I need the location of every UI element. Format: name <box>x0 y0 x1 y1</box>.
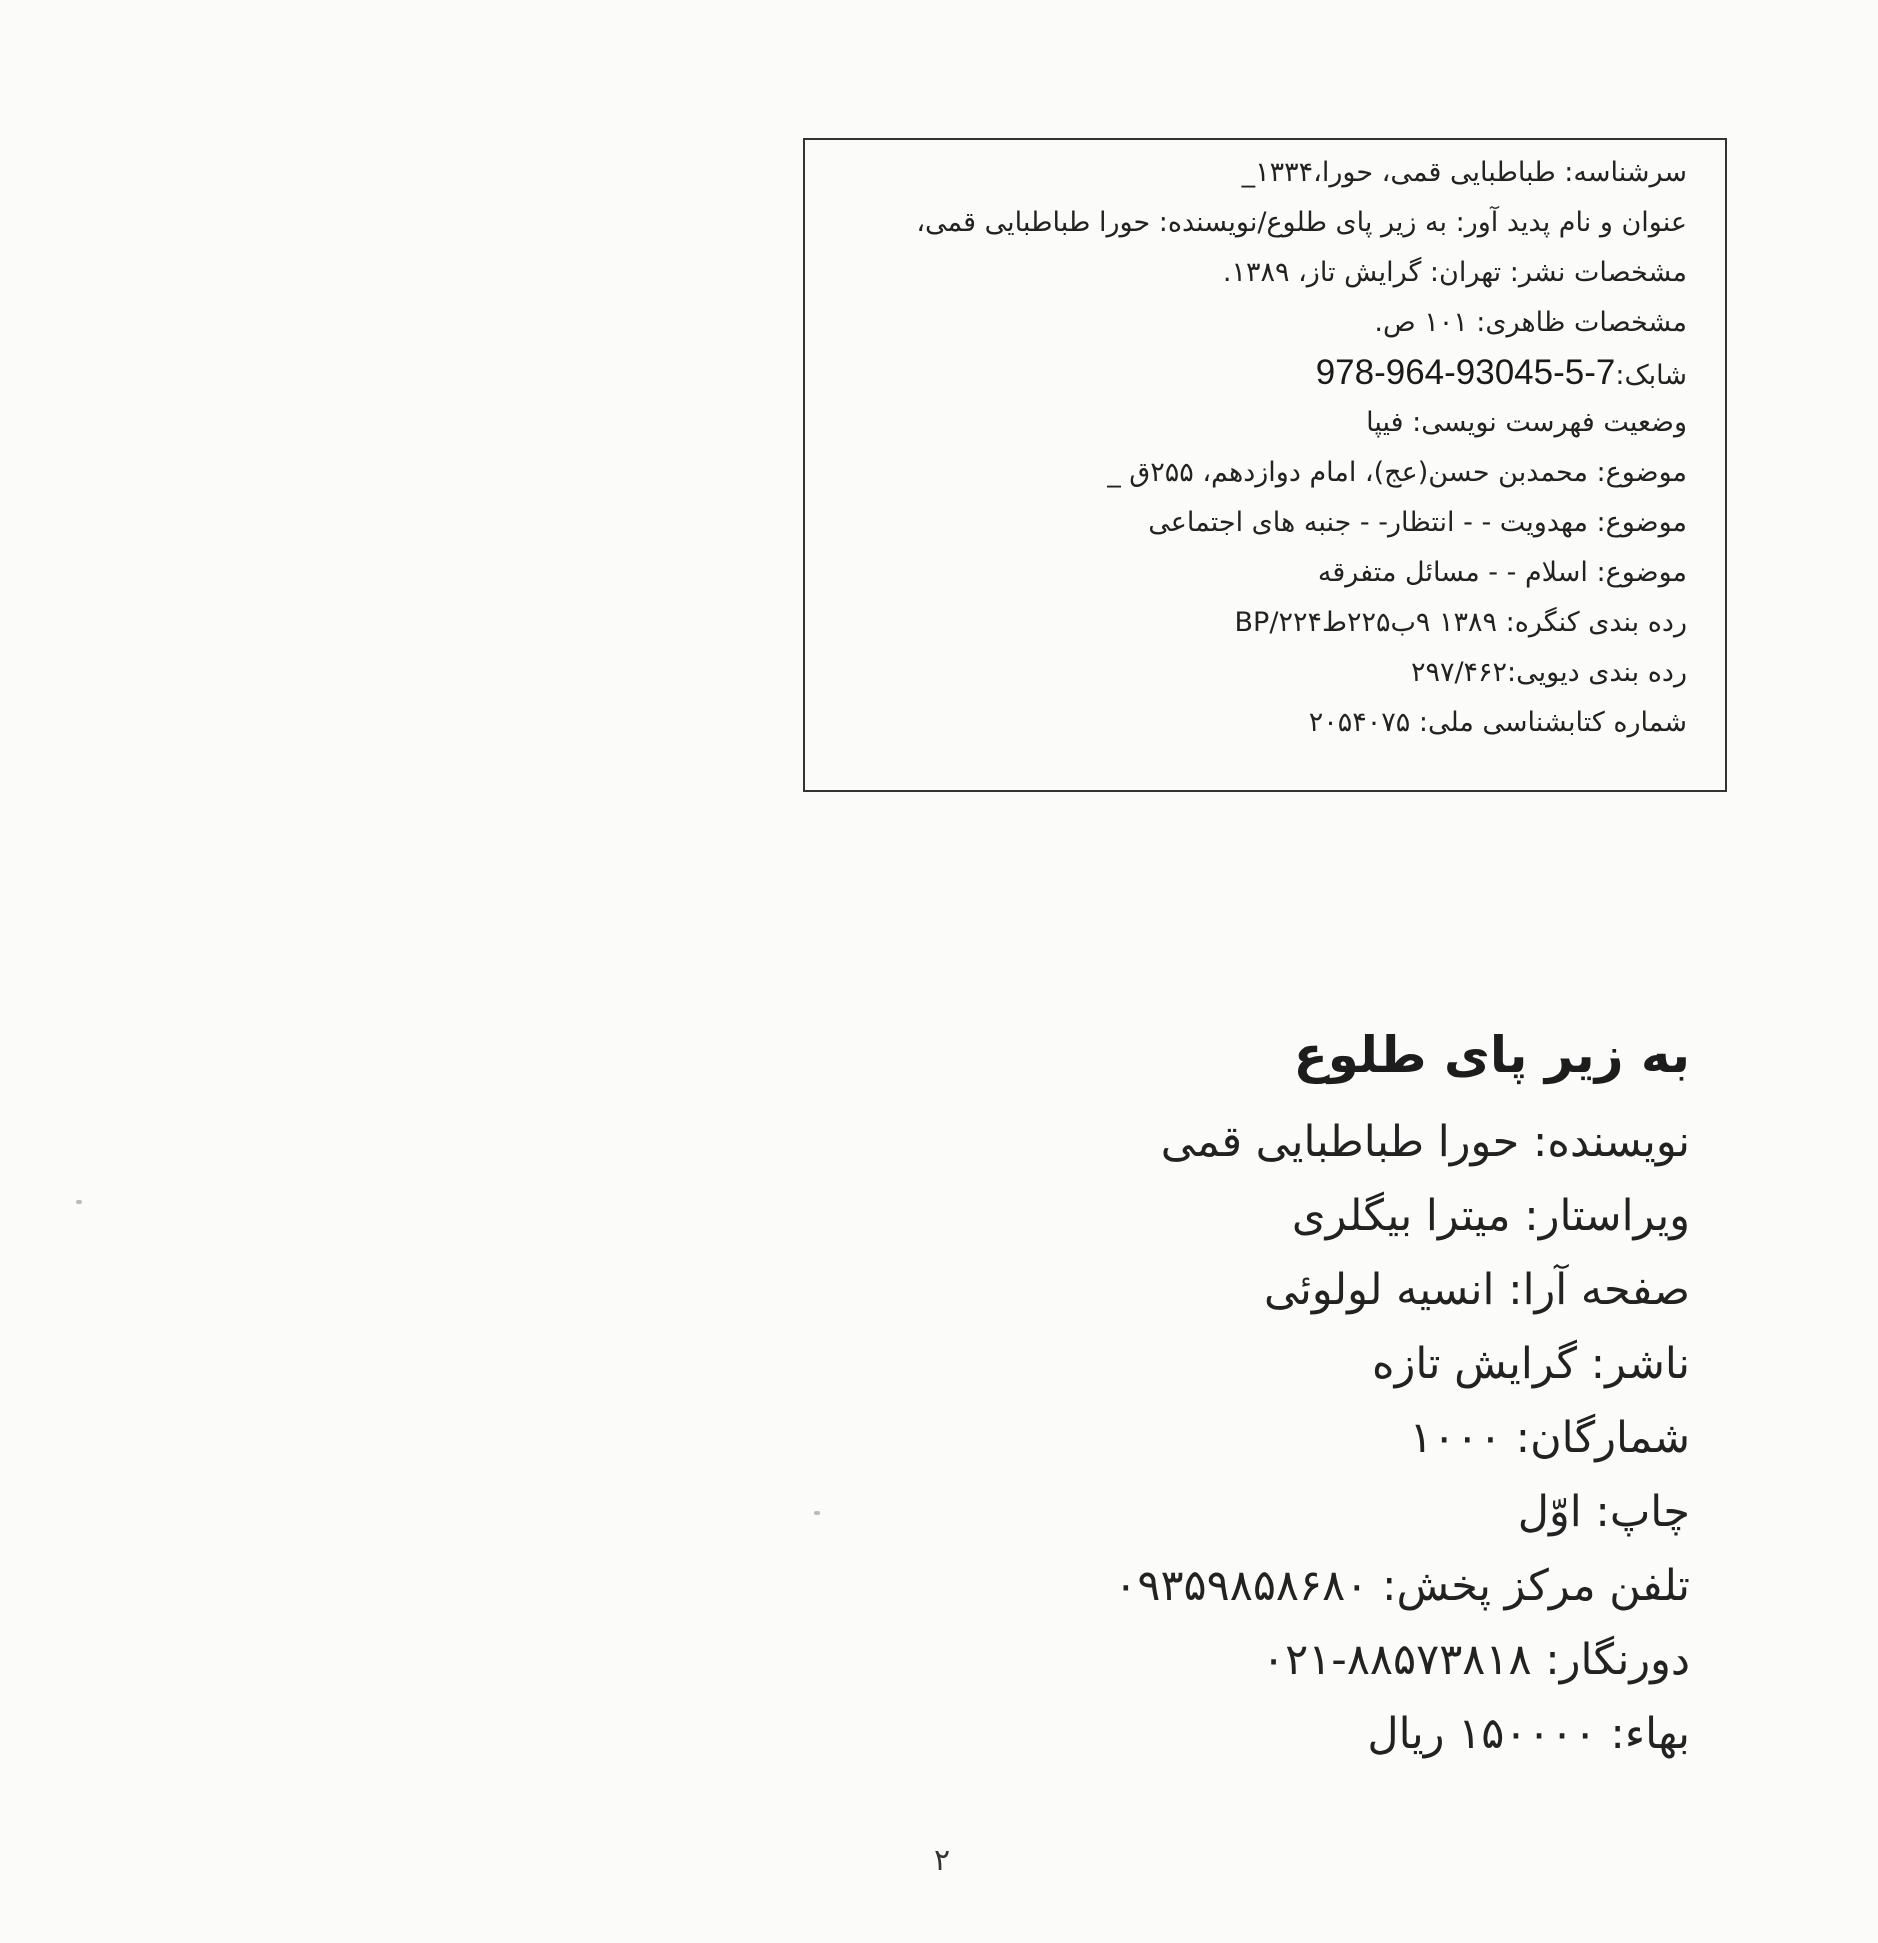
catalog-line-title: عنوان و نام پدید آور: به زیر پای طلوع/نویسنده: حورا طباطبایی قمی، <box>916 207 1687 238</box>
credit-print-run: شمارگان: ۱۰۰۰ <box>1409 1413 1690 1463</box>
credit-publisher: ناشر: گرایش تازه <box>1372 1339 1690 1389</box>
isbn-label: شابک: <box>1615 360 1687 391</box>
credit-price: بهاء: ۱۵۰۰۰۰ ریال <box>1367 1709 1690 1759</box>
catalog-line-author: سرشناسه: طباطبایی قمی، حورا،۱۳۳۴_ <box>1241 157 1687 188</box>
credit-layout: صفحه آرا: انسیه لولوئی <box>1264 1265 1690 1315</box>
catalog-box <box>803 138 1727 792</box>
catalog-line-isbn <box>825 348 1687 398</box>
paper-speck <box>76 1200 82 1204</box>
catalog-line-national-number: شماره کتابشناسی ملی: ۲۰۵۴۰۷۵ <box>1308 707 1687 738</box>
book-title: به زیر پای طلوع <box>1293 1026 1690 1084</box>
catalog-line-physical: مشخصات ظاهری: ۱۰۱ ص. <box>1374 307 1687 338</box>
paper-speck <box>814 1511 820 1515</box>
credit-edition: چاپ: اوّل <box>1517 1487 1690 1537</box>
credit-editor: ویراستار: میترا بیگلری <box>1291 1191 1690 1241</box>
credits-block <box>790 1015 1690 1771</box>
isbn-value: 978-964-93045-5-7 <box>1315 353 1616 392</box>
catalog-line-status: وضعیت فهرست نویسی: فیپا <box>1366 407 1687 438</box>
credit-fax: دورنگار: ۸۸۵۷۳۸۱۸-۰۲۱ <box>1261 1635 1690 1685</box>
credit-phone: تلفن مرکز پخش: ۰۹۳۵۹۸۵۸۶۸۰ <box>1114 1561 1690 1611</box>
catalog-line-lc-class: رده بندی کنگره: ۱۳۸۹ ۹ب۲۲۵ط۲۲۴/BP <box>1234 607 1687 638</box>
catalog-line-dewey: رده بندی دیویی:۲۹۷/۴۶۲ <box>1410 657 1687 688</box>
catalog-line-subject-1: موضوع: محمدبن حسن(عج)، امام دوازدهم، ۲۵۵ق _ <box>1107 457 1687 488</box>
credit-author: نویسنده: حورا طباطبایی قمی <box>1160 1117 1690 1167</box>
catalog-line-subject-3: موضوع: اسلام - - مسائل متفرقه <box>1317 557 1687 588</box>
page-number: ۲ <box>933 1843 951 1878</box>
catalog-line-subject-2: موضوع: مهدویت - - انتظار- - جنبه های اجتماعی <box>1148 507 1687 538</box>
catalog-line-publication: مشخصات نشر: تهران: گرایش تاز، ۱۳۸۹. <box>1222 257 1687 288</box>
